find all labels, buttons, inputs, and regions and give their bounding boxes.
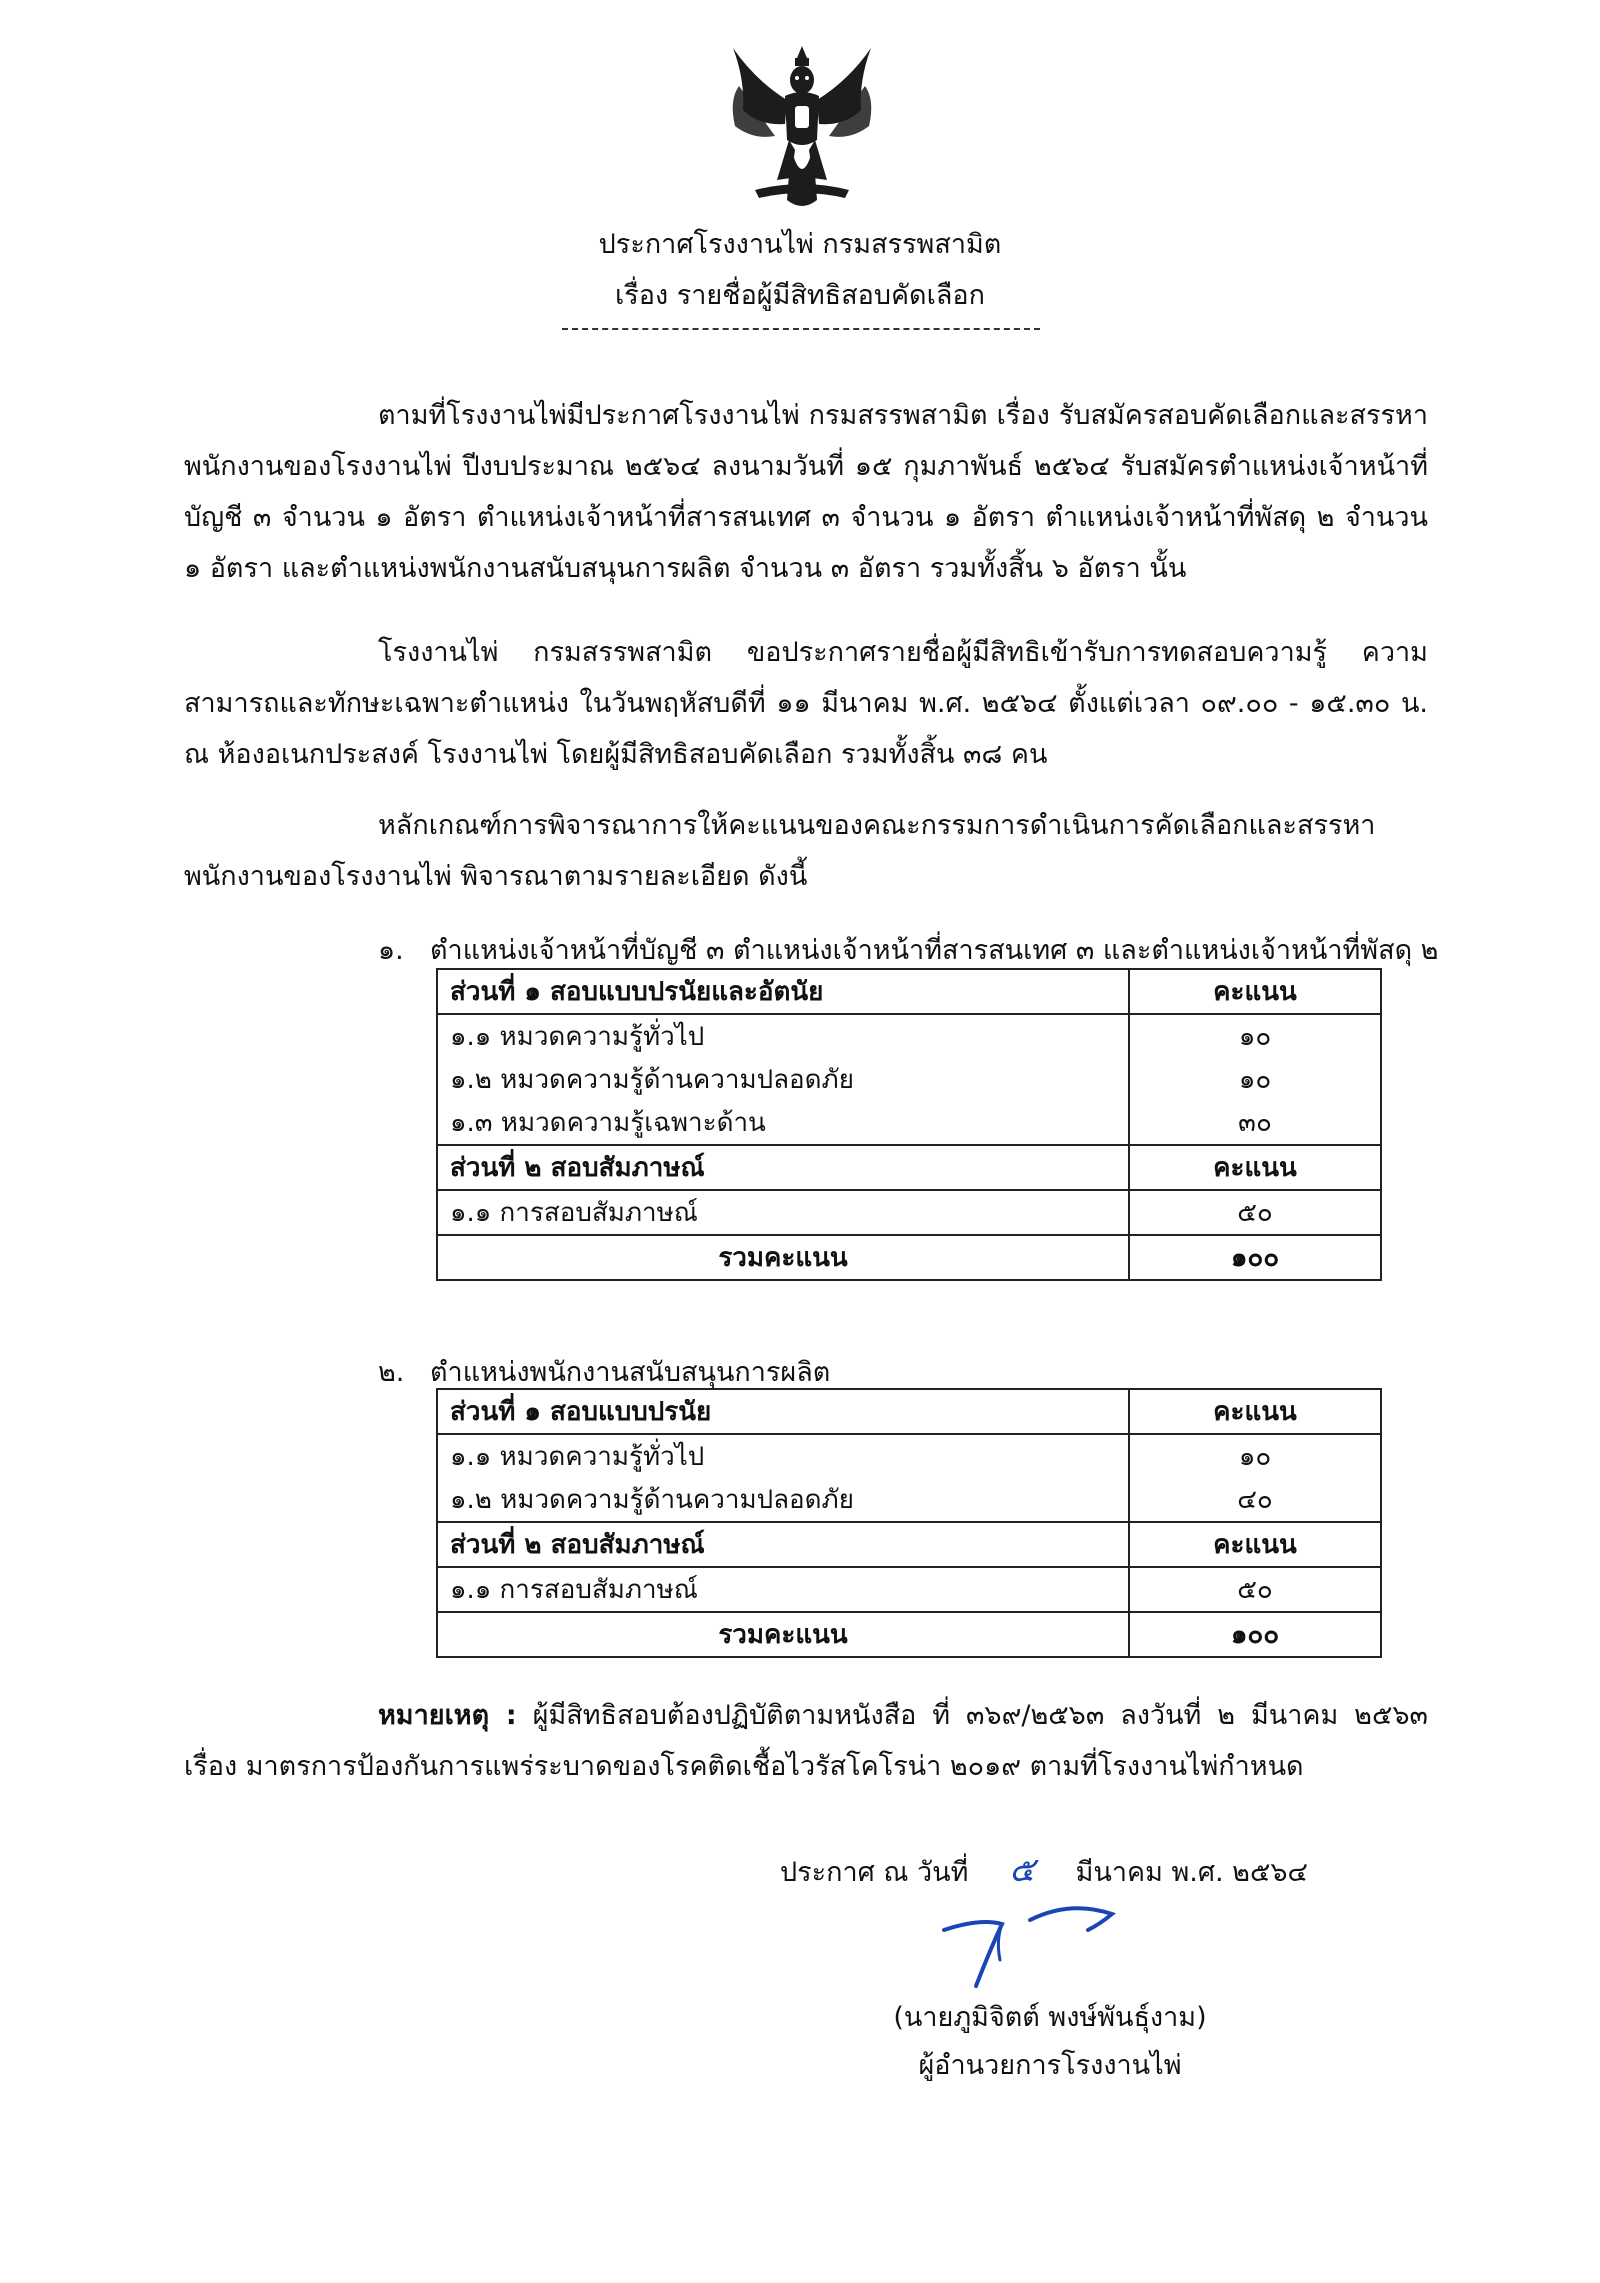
row-label: ๑.๓ หมวดความรู้เฉพาะด้าน: [437, 1101, 1129, 1145]
points-header: คะแนน: [1129, 1145, 1381, 1190]
table-header-row: [437, 1389, 1381, 1434]
row-label: ๑.๒ หมวดความรู้ด้านความปลอดภัย: [437, 1478, 1129, 1522]
paragraph-2: [184, 627, 1428, 780]
table-row: [437, 1014, 1381, 1058]
section-2-score-table: [436, 1388, 1382, 1658]
section-2-title: ตำแหน่งพนักงานสนับสนุนการผลิต: [430, 1357, 831, 1388]
section-1-number: ๑.: [378, 935, 404, 966]
date-prefix: ประกาศ ณ วันที่: [780, 1857, 969, 1888]
announcement-title: ประกาศโรงงานไพ่ กรมสรรพสามิต: [598, 229, 1002, 260]
announcement-date: [780, 1842, 1308, 1896]
total-label: รวมคะแนน: [437, 1235, 1129, 1280]
row-points: ๕๐: [1129, 1567, 1381, 1612]
points-header: คะแนน: [1129, 969, 1381, 1014]
points-header: คะแนน: [1129, 1389, 1381, 1434]
signer-name: (นายภูมิจิตต์ พงษ์พันธุ์งาม): [893, 2002, 1207, 2033]
table-header-row: [437, 969, 1381, 1014]
table-header-row: [437, 1522, 1381, 1567]
paragraph-3-text: หลักเกณฑ์การพิจารณาการให้คะแนนของคณะกรรมการดำเนินการคัดเลือกและสรรหาพนักงานของโรงงานไพ่ พิจารณาตามรายละเอียด ดังนี้: [184, 810, 1376, 892]
paragraph-2-text: โรงงานไพ่ กรมสรรพสามิต ขอประกาศรายชื่อผู้มีสิทธิเข้ารับการทดสอบความรู้ ความสามารถและทักษะเฉพาะตำแหน่ง ในวันพฤหัสบดีที่ ๑๑ มีนาคม พ.ศ. ๒๕๖๔ ตั้งแต่เวลา ๐๙.๐๐ - ๑๕.๓๐ น. ณ ห้องอเนกประสงค์ โรงงานไพ่ โดยผู้มีสิทธิสอบคัดเลือก รวมทั้งสิ้น ๓๘ คน: [184, 637, 1428, 770]
total-points: ๑๐๐: [1129, 1612, 1381, 1657]
paragraph-3: [184, 800, 1428, 902]
row-label: ๑.๑ การสอบสัมภาษณ์: [437, 1567, 1129, 1612]
row-label: ๑.๑ การสอบสัมภาษณ์: [437, 1190, 1129, 1235]
row-points: ๑๐: [1129, 1434, 1381, 1478]
section-1-score-table: [436, 968, 1382, 1281]
paragraph-1-text: ตามที่โรงงานไพ่มีประกาศโรงงานไพ่ กรมสรรพสามิต เรื่อง รับสมัครสอบคัดเลือกและสรรหาพนักงานของโรงงานไพ่ ปีงบประมาณ ๒๕๖๔ ลงนามวันที่ ๑๕ กุมภาพันธ์ ๒๕๖๔ รับสมัครตำแหน่งเจ้าหน้าที่บัญชี ๓ จำนวน ๑ อัตรา ตำแหน่งเจ้าหน้าที่สารสนเทศ ๓ จำนวน ๑ อัตรา ตำแหน่งเจ้าหน้าที่พัสดุ ๒ จำนวน ๑ อัตรา และตำแหน่งพนักงานสนับสนุนการผลิต จำนวน ๓ อัตรา รวมทั้งสิ้น ๖ อัตรา นั้น: [184, 400, 1428, 584]
date-suffix: มีนาคม พ.ศ. ๒๕๖๔: [1075, 1857, 1308, 1888]
section-2-heading: [378, 1350, 830, 1393]
row-label: ๑.๑ หมวดความรู้ทั่วไป: [437, 1014, 1129, 1058]
part-2-label: ส่วนที่ ๒ สอบสัมภาษณ์: [437, 1522, 1129, 1567]
part-1-label: ส่วนที่ ๑ สอบแบบปรนัย: [437, 1389, 1129, 1434]
section-1-title: ตำแหน่งเจ้าหน้าที่บัญชี ๓ ตำแหน่งเจ้าหน้าที่สารสนเทศ ๓ และตำแหน่งเจ้าหน้าที่พัสดุ ๒: [430, 935, 1439, 966]
remark-label: หมายเหตุ :: [378, 1700, 517, 1731]
row-points: ๓๐: [1129, 1101, 1381, 1145]
table-row: [437, 1434, 1381, 1478]
points-header: คะแนน: [1129, 1522, 1381, 1567]
section-2-number: ๒.: [378, 1357, 405, 1388]
table-row: [437, 1101, 1381, 1145]
row-points: ๔๐: [1129, 1478, 1381, 1522]
table-row: [437, 1058, 1381, 1101]
handwritten-day: ๕: [1009, 1850, 1035, 1890]
row-label: ๑.๑ หมวดความรู้ทั่วไป: [437, 1434, 1129, 1478]
row-points: ๑๐: [1129, 1058, 1381, 1101]
remark: [184, 1690, 1428, 1792]
row-points: ๑๐: [1129, 1014, 1381, 1058]
remark-text: ผู้มีสิทธิสอบต้องปฏิบัติตามหนังสือ ที่ ๓๖๙/๒๕๖๓ ลงวันที่ ๒ มีนาคม ๒๕๖๓ เรื่อง มาตรการป้องกันการแพร่ระบาดของโรคติดเชื้อไวรัสโคโรน่า ๒๐๑๙ ตามที่โรงงานไพ่กำหนด: [184, 1700, 1429, 1782]
table-header-row: [437, 1145, 1381, 1190]
table-row: [437, 1190, 1381, 1235]
part-2-label: ส่วนที่ ๒ สอบสัมภาษณ์: [437, 1145, 1129, 1190]
total-label: รวมคะแนน: [437, 1612, 1129, 1657]
garuda-emblem-icon: [725, 40, 879, 215]
paragraph-1: [184, 390, 1428, 594]
title-divider: [562, 328, 1040, 330]
section-1-heading: [378, 928, 1438, 971]
table-row: [437, 1478, 1381, 1522]
signature-icon: [930, 1890, 1130, 2000]
total-points: ๑๐๐: [1129, 1235, 1381, 1280]
row-label: ๑.๒ หมวดความรู้ด้านความปลอดภัย: [437, 1058, 1129, 1101]
row-points: ๕๐: [1129, 1190, 1381, 1235]
announcement-subject: เรื่อง รายชื่อผู้มีสิทธิสอบคัดเลือก: [615, 280, 985, 311]
table-total-row: [437, 1235, 1381, 1280]
part-1-label: ส่วนที่ ๑ สอบแบบปรนัยและอัตนัย: [437, 969, 1129, 1014]
table-row: [437, 1567, 1381, 1612]
table-total-row: [437, 1612, 1381, 1657]
signer-position: ผู้อำนวยการโรงงานไพ่: [918, 2050, 1182, 2081]
